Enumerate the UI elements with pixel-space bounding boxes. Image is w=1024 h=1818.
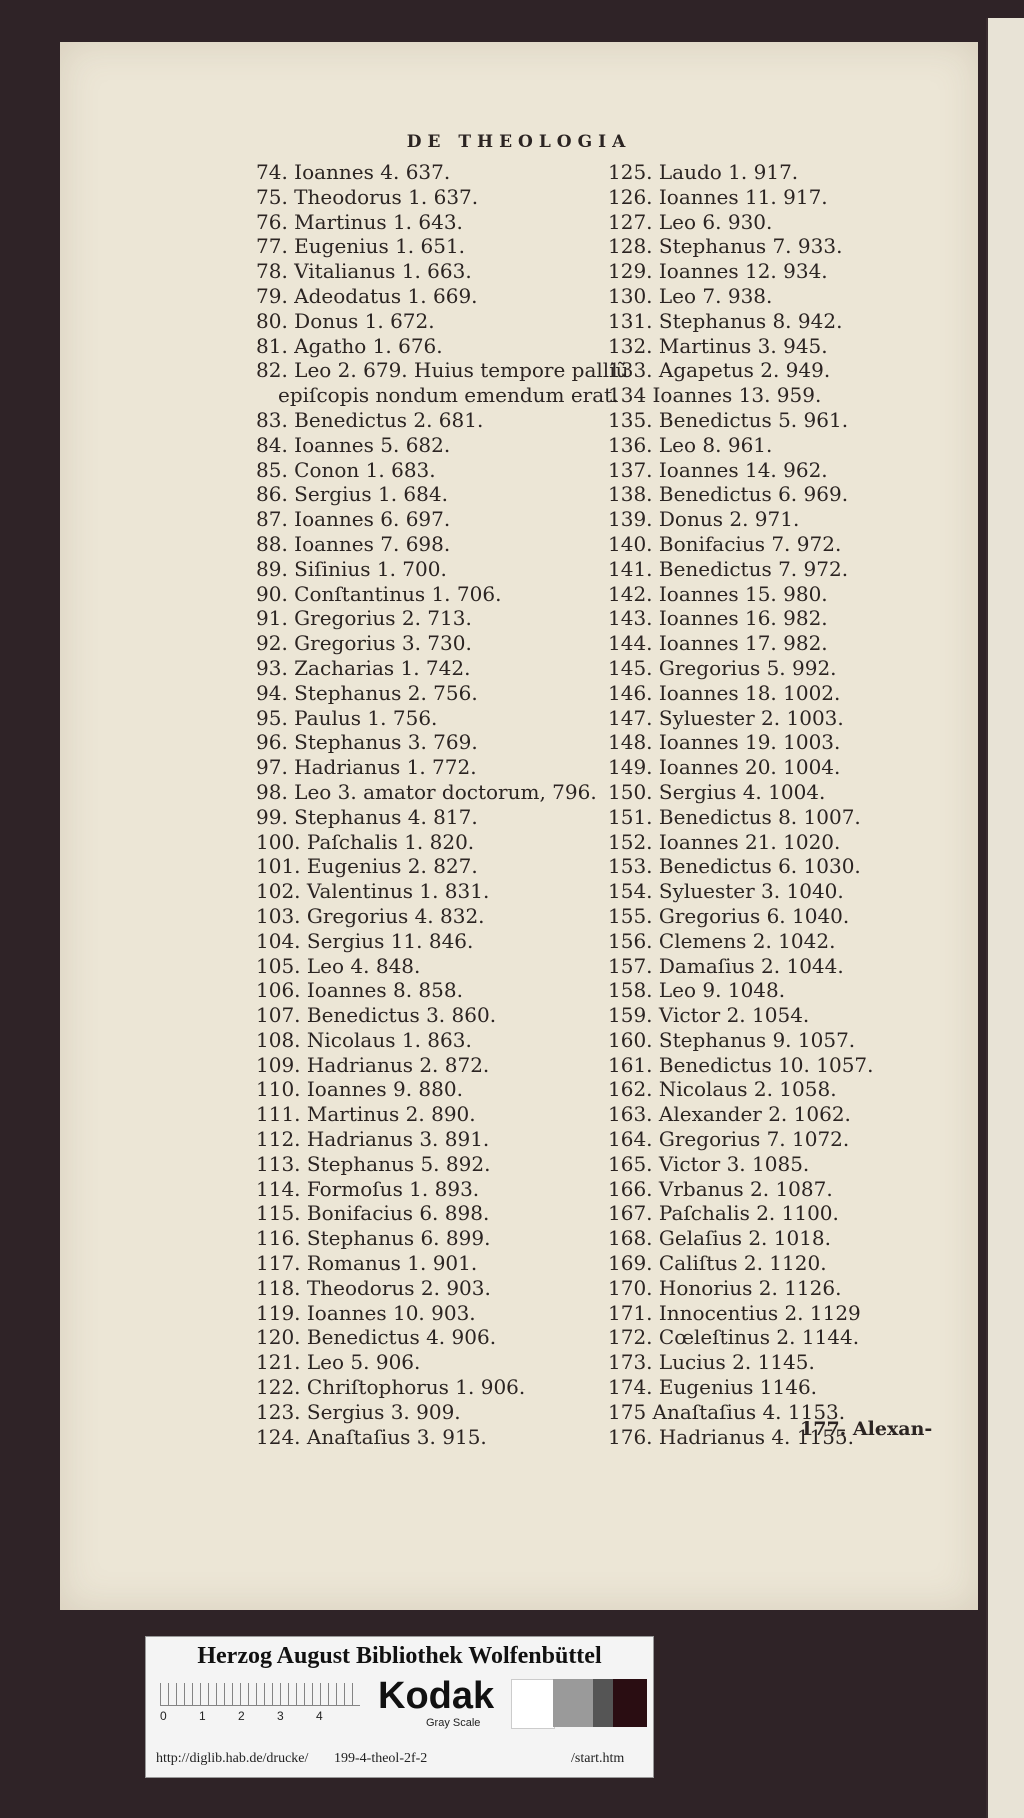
list-item: 131. Stephanus 8. 942. <box>608 308 843 333</box>
list-item: 170. Honorius 2. 1126. <box>608 1275 842 1300</box>
list-item: 111. Martinus 2. 890. <box>256 1102 476 1127</box>
list-item: 122. Chriſtophorus 1. 906. <box>256 1375 526 1400</box>
list-item: 167. Paſchalis 2. 1100. <box>608 1201 839 1226</box>
list-item: 92. Gregorius 3. 730. <box>256 631 472 656</box>
list-item: 154. Syluester 3. 1040. <box>608 879 844 904</box>
list-item: 118. Theodorus 2. 903. <box>256 1275 491 1300</box>
list-item: 106. Ioannes 8. 858. <box>256 978 463 1003</box>
list-item: 161. Benedictus 10. 1057. <box>608 1052 874 1077</box>
list-item: 97. Hadrianus 1. 772. <box>256 755 477 780</box>
list-item: 105. Leo 4. 848. <box>256 953 421 978</box>
list-item: 112. Hadrianus 3. 891. <box>256 1127 490 1152</box>
list-item: 169. Caliſtus 2. 1120. <box>608 1251 827 1276</box>
running-header: DE THEOLOGIA <box>406 132 632 152</box>
gray-patch-mid <box>553 1679 593 1727</box>
catchword: 177. Alexan- <box>800 1418 933 1440</box>
list-item: 103. Gregorius 4. 832. <box>256 903 485 928</box>
right-column <box>608 160 908 1449</box>
list-item: 138. Benedictus 6. 969. <box>608 482 849 507</box>
ruler-number: 4 <box>316 1709 323 1723</box>
list-item: 152. Ioannes 21. 1020. <box>608 829 841 854</box>
list-item: 127. Leo 6. 930. <box>608 209 773 234</box>
list-item: 79. Adeodatus 1. 669. <box>256 283 478 308</box>
color-target-card <box>145 1636 654 1778</box>
list-item: 75. Theodorus 1. 637. <box>256 184 479 209</box>
list-item: 74. Ioannes 4. 637. <box>256 160 451 184</box>
list-item: 142. Ioannes 15. 980. <box>608 581 828 606</box>
list-item: 147. Syluester 2. 1003. <box>608 705 844 730</box>
list-item: 136. Leo 8. 961. <box>608 432 773 457</box>
list-item: 168. Gelaſius 2. 1018. <box>608 1226 832 1251</box>
list-item: 98. Leo 3. amator doctorum, 796. <box>256 779 597 804</box>
gray-patch-black <box>613 1679 647 1727</box>
gray-patch-white <box>511 1679 555 1729</box>
left-column <box>256 160 646 1449</box>
list-item: 160. Stephanus 9. 1057. <box>608 1027 856 1052</box>
list-item: 101. Eugenius 2. 827. <box>256 854 478 879</box>
list-item: 90. Conſtantinus 1. 706. <box>256 581 502 606</box>
list-item: 145. Gregorius 5. 992. <box>608 655 837 680</box>
list-item: 135. Benedictus 5. 961. <box>608 407 849 432</box>
list-item: 95. Paulus 1. 756. <box>256 705 438 730</box>
list-item: 117. Romanus 1. 901. <box>256 1251 478 1276</box>
list-item: 155. Gregorius 6. 1040. <box>608 903 850 928</box>
list-item: 172. Cœleſtinus 2. 1144. <box>608 1325 860 1350</box>
list-item: 171. Innocentius 2. 1129 <box>608 1300 861 1325</box>
list-item: 89. Siſinius 1. 700. <box>256 556 447 581</box>
list-item: 150. Sergius 4. 1004. <box>608 779 826 804</box>
list-item: 129. Ioannes 12. 934. <box>608 259 828 284</box>
list-item: 133. Agapetus 2. 949. <box>608 358 831 383</box>
list-item: 173. Lucius 2. 1145. <box>608 1350 815 1375</box>
list-item: 83. Benedictus 2. 681. <box>256 407 484 432</box>
adjacent-page-edge <box>986 18 1024 1818</box>
list-item: 157. Damaſius 2. 1044. <box>608 953 844 978</box>
list-item: 96. Stephanus 3. 769. <box>256 730 478 755</box>
url-file: /start.htm <box>571 1751 625 1766</box>
ruler-number: 1 <box>199 1709 206 1723</box>
gray-scale-label: Gray Scale <box>426 1717 481 1729</box>
list-item: 108. Nicolaus 1. 863. <box>256 1027 472 1052</box>
list-item: 123. Sergius 3. 909. <box>256 1399 461 1424</box>
list-item: 140. Bonifacius 7. 972. <box>608 531 842 556</box>
list-item: 134 Ioannes 13. 959. <box>608 383 822 408</box>
list-item: 162. Nicolaus 2. 1058. <box>608 1077 837 1102</box>
list-item: 128. Stephanus 7. 933. <box>608 234 843 259</box>
list-item: 77. Eugenius 1. 651. <box>256 234 466 259</box>
list-item: 153. Benedictus 6. 1030. <box>608 854 861 879</box>
list-item: 94. Stephanus 2. 756. <box>256 680 478 705</box>
gray-patch-dark <box>593 1679 613 1727</box>
list-item: 139. Donus 2. 971. <box>608 507 800 532</box>
ruler-number: 3 <box>277 1709 284 1723</box>
list-item: 141. Benedictus 7. 972. <box>608 556 849 581</box>
list-item: 148. Ioannes 19. 1003. <box>608 730 841 755</box>
list-item: 86. Sergius 1. 684. <box>256 482 448 507</box>
list-item: 78. Vitalianus 1. 663. <box>256 259 472 284</box>
list-item: 102. Valentinus 1. 831. <box>256 879 490 904</box>
list-item: 132. Martinus 3. 945. <box>608 333 828 358</box>
measurement-ruler <box>160 1683 360 1706</box>
list-item: 175 Anaſtaſius 4. 1153. <box>608 1399 846 1424</box>
list-item: 113. Stephanus 5. 892. <box>256 1151 491 1176</box>
list-item: 110. Ioannes 9. 880. <box>256 1077 463 1102</box>
list-item: epiſcopis nondum emendum erat. <box>278 383 619 408</box>
list-item: 91. Gregorius 2. 713. <box>256 606 472 631</box>
list-item: 121. Leo 5. 906. <box>256 1350 421 1375</box>
list-item: 137. Ioannes 14. 962. <box>608 457 828 482</box>
url-base: http://diglib.hab.de/drucke/ <box>156 1751 309 1766</box>
list-item: 80. Donus 1. 672. <box>256 308 435 333</box>
kodak-brand: Kodak <box>378 1675 495 1717</box>
library-name: Herzog August Bibliothek Wolfenbüttel <box>197 1643 602 1669</box>
list-item: 159. Victor 2. 1054. <box>608 1003 810 1028</box>
list-item: 124. Anaſtaſius 3. 915. <box>256 1424 487 1449</box>
list-item: 158. Leo 9. 1048. <box>608 978 786 1003</box>
list-item: 151. Benedictus 8. 1007. <box>608 804 861 829</box>
list-item: 87. Ioannes 6. 697. <box>256 507 451 532</box>
list-item: 116. Stephanus 6. 899. <box>256 1226 491 1251</box>
list-item: 163. Alexander 2. 1062. <box>608 1102 851 1127</box>
ruler-number: 2 <box>238 1709 245 1723</box>
list-item: 149. Ioannes 20. 1004. <box>608 755 841 780</box>
list-item: 88. Ioannes 7. 698. <box>256 531 451 556</box>
list-item: 174. Eugenius 1146. <box>608 1375 818 1400</box>
list-item: 93. Zacharias 1. 742. <box>256 655 471 680</box>
list-item: 166. Vrbanus 2. 1087. <box>608 1176 833 1201</box>
list-item: 144. Ioannes 17. 982. <box>608 631 828 656</box>
list-item: 165. Victor 3. 1085. <box>608 1151 810 1176</box>
list-item: 85. Conon 1. 683. <box>256 457 436 482</box>
list-item: 146. Ioannes 18. 1002. <box>608 680 841 705</box>
list-item: 114. Formoſus 1. 893. <box>256 1176 480 1201</box>
list-item: 104. Sergius 11. 846. <box>256 928 474 953</box>
list-item: 99. Stephanus 4. 817. <box>256 804 478 829</box>
list-item: 82. Leo 2. 679. Huius tempore palliũ <box>256 358 629 383</box>
ruler-number: 0 <box>160 1709 167 1723</box>
list-item: 130. Leo 7. 938. <box>608 283 773 308</box>
list-item: 115. Bonifacius 6. 898. <box>256 1201 490 1226</box>
list-item: 107. Benedictus 3. 860. <box>256 1003 497 1028</box>
list-item: 120. Benedictus 4. 906. <box>256 1325 497 1350</box>
list-item: 76. Martinus 1. 643. <box>256 209 463 234</box>
list-item: 176. Hadrianus 4. 1155. <box>608 1424 855 1449</box>
list-item: 84. Ioannes 5. 682. <box>256 432 451 457</box>
list-item: 126. Ioannes 11. 917. <box>608 184 828 209</box>
book-page <box>60 42 978 1610</box>
list-item: 100. Paſchalis 1. 820. <box>256 829 475 854</box>
list-item: 119. Ioannes 10. 903. <box>256 1300 476 1325</box>
list-item: 125. Laudo 1. 917. <box>608 160 799 184</box>
list-item: 164. Gregorius 7. 1072. <box>608 1127 850 1152</box>
list-item: 109. Hadrianus 2. 872. <box>256 1052 490 1077</box>
list-item: 156. Clemens 2. 1042. <box>608 928 836 953</box>
list-item: 143. Ioannes 16. 982. <box>608 606 828 631</box>
url-id: 199-4-theol-2f-2 <box>334 1751 428 1766</box>
list-item: 81. Agatho 1. 676. <box>256 333 443 358</box>
